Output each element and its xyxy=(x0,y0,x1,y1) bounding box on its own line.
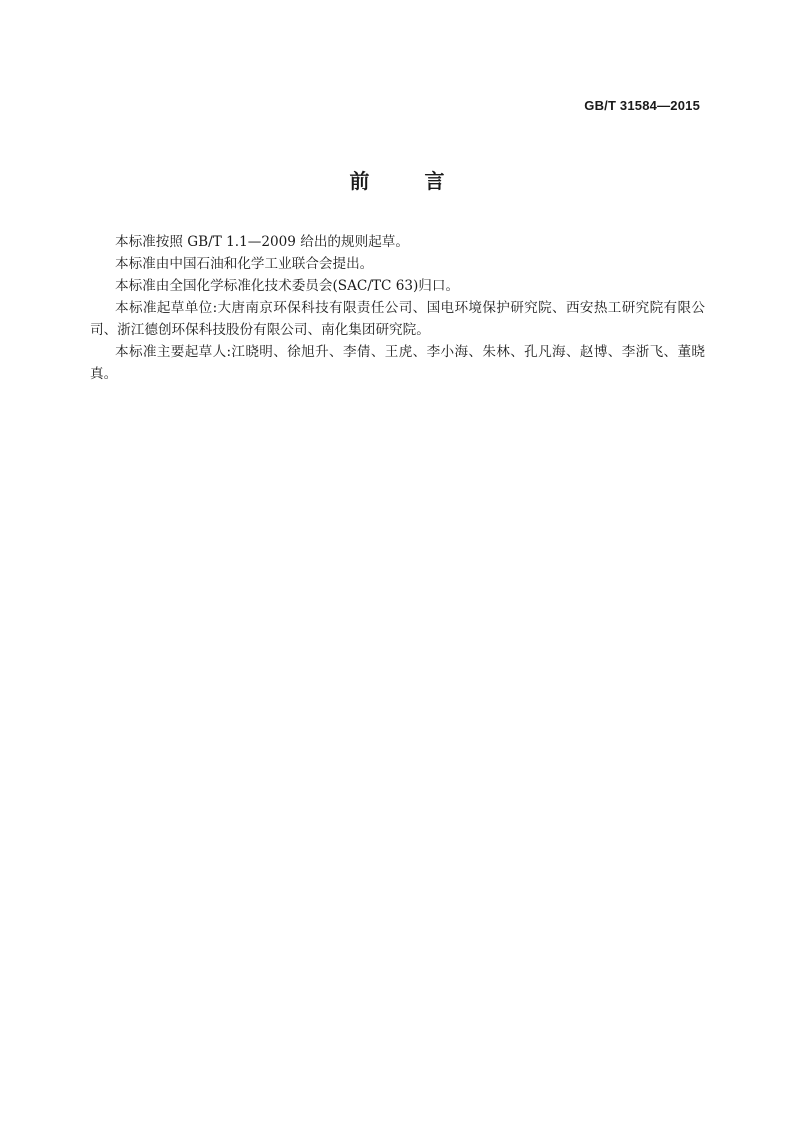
paragraph-committee: 本标准由全国化学标准化技术委员会(SAC/TC 63)归口。 xyxy=(115,278,460,294)
paragraph-drafting-rules: 本标准按照 GB/T 1.1—2009 给出的规则起草。 xyxy=(115,234,409,250)
paragraph-proposer: 本标准由中国石油和化学工业联合会提出。 xyxy=(115,256,374,272)
paragraph-drafters: 本标准主要起草人:江晓明、徐旭升、李倩、王虎、李小海、朱林、孔凡海、赵博、李浙飞、董晓真。 xyxy=(90,344,705,382)
standard-code: GB/T 31584—2015 xyxy=(584,98,700,113)
page-title: 前 言 xyxy=(349,169,469,193)
paragraph-drafting-units: 本标准起草单位:大唐南京环保科技有限责任公司、国电环境保护研究院、西安热工研究院有限公司、浙江德创环保科技股份有限公司、南化集团研究院。 xyxy=(90,300,705,338)
foreword-body xyxy=(90,231,705,385)
